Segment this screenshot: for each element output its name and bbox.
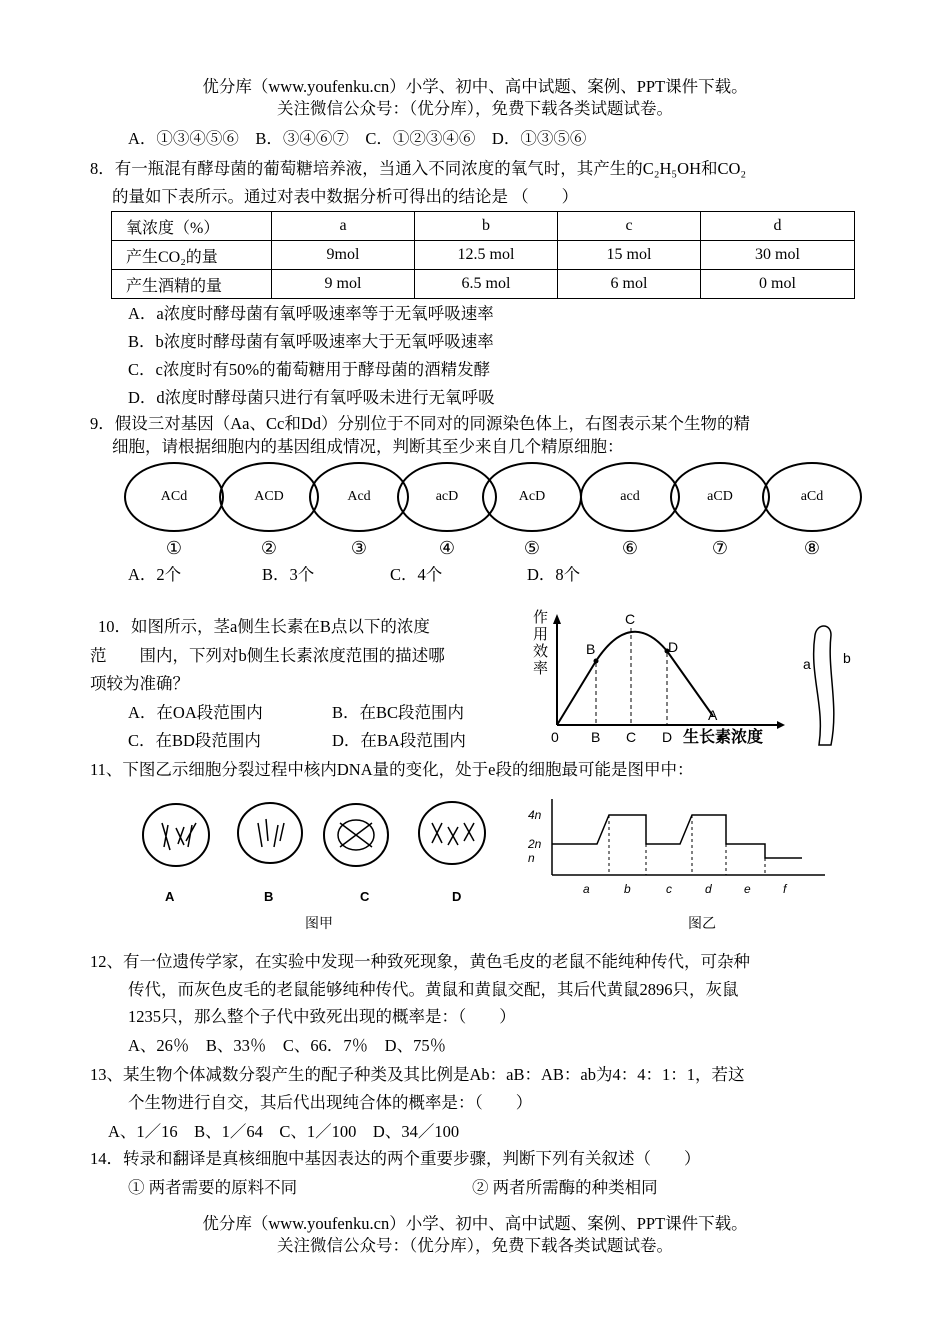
table-cell: 氧浓度（%） [112, 212, 272, 241]
plant-stem-figure [795, 615, 860, 750]
footer-line-1: 优分库（www.youfenku.cn）小学、初中、高中试题、案例、PPT课件下载。 [202, 1214, 748, 1233]
table-cell: 9mol [272, 241, 415, 270]
q10-stem-line-1: 10．如图所示，茎a侧生长素在B点以下的浓度 [98, 617, 430, 636]
q12-options: A、26％ B、33％ C、66．7％ D、75％ [128, 1036, 447, 1055]
chromosomes-a [162, 823, 196, 850]
q12-line-3: 1235只，那么整个子代中致死出现的概率是：（ ） [128, 1007, 516, 1026]
point-label-b: B [586, 641, 596, 657]
x-tick-c: C [626, 729, 637, 745]
figure-jia [140, 795, 520, 935]
sperm-cell-3: Acd [309, 462, 409, 532]
q8-formula-co2: CO₂ [717, 159, 747, 178]
table-row [112, 270, 855, 299]
table-cell: 6.5 mol [415, 270, 558, 299]
table-cell: 9 mol [272, 270, 415, 299]
q12-line-1: 12、有一位遗传学家，在实验中发现一种致死现象，黄色毛皮的老鼠不能纯种传代，可杂种 [90, 952, 750, 971]
q11-stem: 11、下图乙示细胞分裂过程中核内DNA量的变化，处于e段的细胞最可能是图甲中： [90, 760, 694, 779]
cell-number: ⑥ [621, 538, 639, 558]
y-axis-arrow [553, 614, 561, 624]
x-tick-b: b [624, 882, 631, 896]
q13-options: A、1／16 B、1／64 C、1／100 D、34／100 [108, 1122, 460, 1141]
stem-label-a: a [803, 656, 811, 672]
cell-label-b: B [264, 889, 274, 904]
q12-line-2: 传代，而灰色皮毛的老鼠能够纯种传代。黄鼠和黄鼠交配，其后代黄鼠2896只，灰鼠 [128, 980, 739, 999]
sperm-cell-2: ACD [219, 462, 319, 532]
figure-yi-dna-graph [525, 795, 830, 935]
q10-option-d: D．在BA段范围内 [332, 731, 466, 750]
stem-label-b: b [843, 650, 851, 666]
q8-option-c: C．c浓度时有50%的葡萄糖用于酵母菌的酒精发酵 [128, 360, 491, 379]
chromosomes-d [432, 823, 474, 845]
table-cell: c [558, 212, 701, 241]
table-row [112, 241, 855, 270]
y-tick-4n: 4n [528, 808, 542, 822]
q10-stem-line-2: 范 围内，下列对b侧生长素浓度范围的描述哪 [90, 646, 445, 665]
sperm-cell-6: acd [580, 462, 680, 532]
curve [557, 632, 713, 725]
cell-b [238, 803, 302, 863]
chromosomes-c [340, 823, 372, 847]
sperm-cell-1: ACd [124, 462, 224, 532]
y-label-2: 用 [533, 626, 549, 643]
y-tick-n: n [528, 851, 535, 865]
q8-stem-line-1 [90, 158, 746, 180]
x-axis-label: 生长素浓度 [683, 729, 764, 746]
q8-and: 和 [701, 159, 718, 178]
q14-option-1: ① 两者需要的原料不同 [128, 1178, 298, 1197]
q8-option-d: D．d浓度时酵母菌只进行有氧呼吸未进行无氧呼吸 [128, 388, 495, 407]
point-label-a: A [708, 707, 718, 723]
sperm-cell-4: acD [397, 462, 497, 532]
auxin-curve-graph [515, 608, 790, 748]
sperm-cell-8: aCd [762, 462, 862, 532]
q10-option-a: A．在OA段范围内 [128, 703, 263, 722]
x-axis-arrow [777, 721, 785, 729]
y-label-3: 效 [533, 643, 549, 660]
table-cell: 6 mol [558, 270, 701, 299]
table-cell: 产生酒精的量 [112, 270, 272, 299]
q10-option-c: C．在BD段范围内 [128, 731, 261, 750]
cell-number: ① [165, 538, 183, 558]
sperm-cell-7: aCD [670, 462, 770, 532]
cell-label-c: C [360, 889, 370, 904]
q10-stem-line-3: 项较为准确？ [90, 674, 189, 693]
stem-outline [814, 626, 834, 745]
table-cell: b [415, 212, 558, 241]
y-label-4: 率 [533, 660, 549, 677]
q9-option-c: C．4个 [390, 565, 443, 584]
q8-stem-line-2: 的量如下表所示。通过对表中数据分析可得出的结论是 （ ） [112, 187, 579, 206]
cell-number: ⑦ [711, 538, 729, 558]
table-cell: 15 mol [558, 241, 701, 270]
x-tick-d: D [662, 729, 673, 745]
y-tick-2n: 2n [528, 837, 542, 851]
x-tick-a: a [583, 882, 590, 896]
table-cell: a [272, 212, 415, 241]
cell-number: ③ [350, 538, 368, 558]
point-label-c: C [625, 611, 636, 627]
cell-number: ⑤ [523, 538, 541, 558]
q14-stem: 14．转录和翻译是真核细胞中基因表达的两个重要步骤，判断下列有关叙述（ ） [90, 1149, 701, 1168]
x-tick-0: 0 [551, 729, 559, 745]
cell-number: ④ [438, 538, 456, 558]
cell-number: ⑧ [803, 538, 821, 558]
x-tick-c: c [666, 882, 672, 896]
q8-stem-text: 8．有一瓶混有酵母菌的葡萄糖培养液，当通入不同浓度的氧气时，其产生的 [90, 159, 643, 178]
header-line-2: 关注微信公众号：（优分库），免费下载各类试题试卷。 [277, 99, 673, 118]
q8-option-a: A．a浓度时酵母菌有氧呼吸速率等于无氧呼吸速率 [128, 304, 494, 323]
q8-formula-ethanol: C₂H₅OH [642, 159, 702, 178]
dna-line [552, 815, 802, 858]
table-cell: d [701, 212, 855, 241]
x-tick-b: B [591, 729, 601, 745]
x-tick-e: e [744, 882, 751, 896]
q14-option-2: ② 两者所需酶的种类相同 [472, 1178, 658, 1197]
table-cell: 0 mol [701, 270, 855, 299]
q13-line-1: 13、某生物个体减数分裂产生的配子种类及其比例是Ab：aB：AB：ab为4：4：1：1，若这 [90, 1065, 745, 1084]
q8-data-table [111, 211, 855, 299]
header-line-1: 优分库（www.youfenku.cn）小学、初中、高中试题、案例、PPT课件下载。 [202, 77, 748, 96]
table-header-row [112, 212, 855, 241]
q9-option-a: A．2个 [128, 565, 182, 584]
x-tick-f: f [783, 882, 787, 896]
table-cell: 30 mol [701, 241, 855, 270]
cell-a [143, 804, 209, 866]
x-tick-d: d [705, 882, 712, 896]
cell-number: ② [260, 538, 278, 558]
point-label-d: D [668, 639, 679, 655]
fig-jia-caption: 图甲 [305, 915, 333, 931]
q9-option-d: D．8个 [527, 565, 581, 584]
sperm-cell-5: AcD [482, 462, 582, 532]
cell-label-d: D [452, 889, 462, 904]
q7-options: A．①③④⑤⑥ B．③④⑥⑦ C．①②③④⑥ D．①③⑤⑥ [128, 129, 587, 148]
chromosomes-b [258, 819, 284, 847]
table-cell: 12.5 mol [415, 241, 558, 270]
cell-label-a: A [165, 889, 175, 904]
q13-line-2: 个生物进行自交，其后代出现纯合体的概率是：（ ） [128, 1093, 533, 1112]
point-b-dot [594, 659, 599, 664]
q9-stem-line-2: 细胞，请根据细胞内的基因组成情况，判断其至少来自几个精原细胞： [112, 437, 624, 456]
q9-stem-line-1: 9．假设三对基因（Aa、Cc和Dd）分别位于不同对的同源染色体上，右图表示某个生物的精 [90, 414, 750, 433]
table-cell: 产生CO₂的量 [112, 241, 272, 270]
q8-option-b: B．b浓度时酵母菌有氧呼吸速率大于无氧呼吸速率 [128, 332, 494, 351]
y-label-1: 作 [533, 609, 549, 626]
fig-yi-caption: 图乙 [688, 915, 716, 931]
q9-option-b: B．3个 [262, 565, 315, 584]
q10-option-b: B．在BC段范围内 [332, 703, 465, 722]
footer-line-2: 关注微信公众号：（优分库），免费下载各类试题试卷。 [277, 1236, 673, 1255]
